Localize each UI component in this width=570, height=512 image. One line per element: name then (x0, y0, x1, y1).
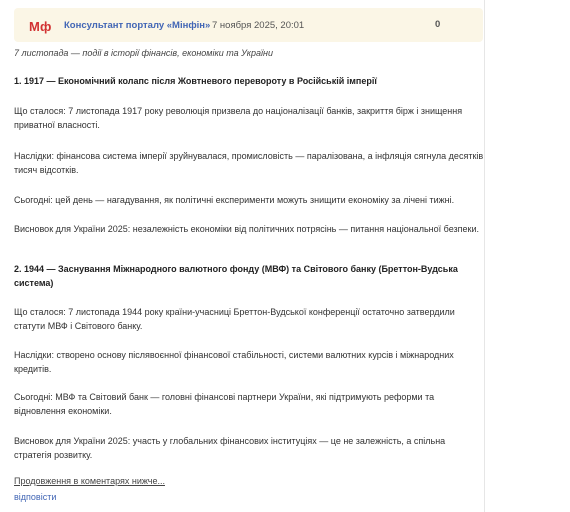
section-1-what: Що сталося: 7 листопада 1917 року революція призвела до націоналізації банків, закриття бірж і знищення приватної власності. (14, 106, 463, 130)
section-2-what: Що сталося: 7 листопада 1944 року країни-учасниці Бреттон-Вудської конференції остаточно затвердили статути МВФ і Світового банку. (14, 307, 455, 331)
post-subtitle: 7 листопада — події в історії фінансів, економіки та України (14, 48, 274, 58)
post-card (7, 0, 485, 512)
section-2-conclusion: Висновок для України 2025: участь у глобальних фінансових інституціях — це не залежність, а спільна стратегія розвитку. (14, 436, 446, 460)
continue-in-comments-link[interactable]: Продовження в коментарях нижче... (14, 476, 165, 486)
author-link[interactable]: Консультант порталу «Мінфін» (64, 20, 211, 31)
section-1-consequences: Наслідки: фінансова система імперії зруйнувалася, промисловість — паралізована, а інфляція сягнула десятків тисяч відсотків. (14, 151, 484, 175)
reply-link[interactable]: відповісти (14, 492, 57, 502)
post-header (14, 8, 483, 42)
section-2-consequences: Наслідки: створено основу післявоєнної фінансової стабільності, системи валютних курсів і міжнародних кредитів. (14, 350, 454, 374)
minfin-logo[interactable]: Мф (29, 19, 52, 34)
section-2-today: Сьогодні: МВФ та Світовий банк — головні фінансові партнери України, які підтримують реформи та відновлення економіки. (14, 392, 435, 416)
section-1-heading: 1. 1917 — Економічний колапс після Жовтневого перевороту в Російській імперії (14, 76, 377, 86)
section-1-today: Сьогодні: цей день — нагадування, як політичні експерименти можуть знищити економіку за лічені тижні. (14, 195, 455, 205)
rating-count: 0 (435, 19, 441, 30)
section-1-conclusion: Висновок для України 2025: незалежність економіки від політичних потрясінь — питання національної безпеки. (14, 224, 479, 234)
section-2-heading: 2. 1944 — Заснування Міжнародного валютного фонду (МВФ) та Світового банку (Бреттон-Вудська система) (14, 264, 458, 288)
post-date: 7 ноября 2025, 20:01 (212, 20, 305, 31)
